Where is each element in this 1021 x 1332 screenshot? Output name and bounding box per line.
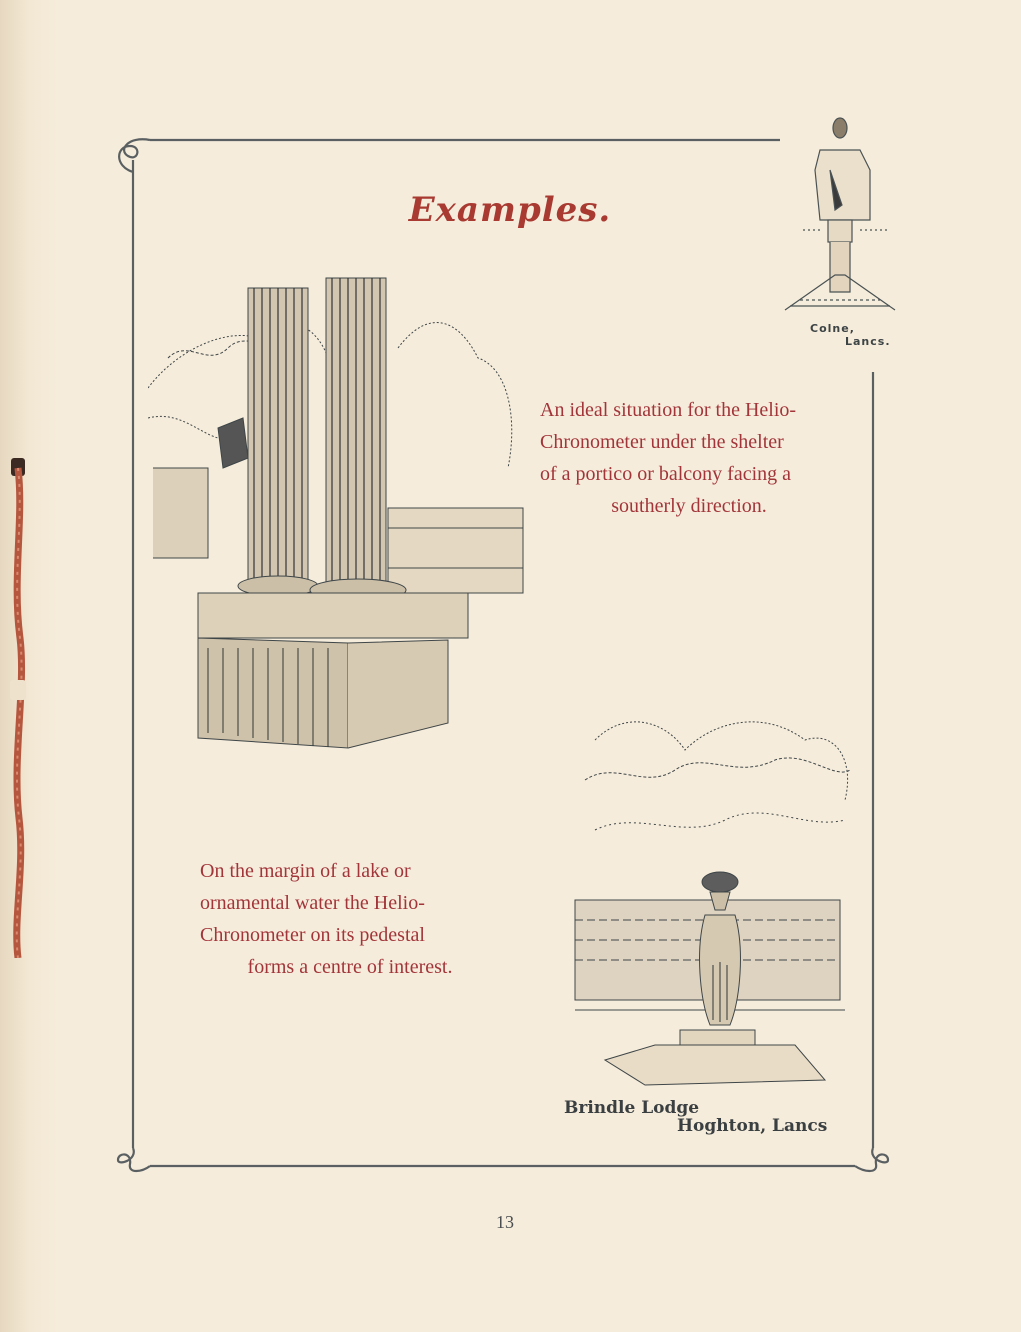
page-title: Examples. xyxy=(408,190,612,230)
lancs-label: Lancs. xyxy=(845,335,891,348)
lake-caption-line-1: On the margin of a lake or xyxy=(200,860,411,882)
portico-columns-illustration xyxy=(148,268,528,753)
lake-caption-line-2: ornamental water the Helio- xyxy=(200,892,425,914)
portico-caption-line-3: of a portico or balcony facing a xyxy=(540,463,792,485)
lake-caption-line-3: Chronometer on its pedestal xyxy=(200,924,425,946)
portico-caption xyxy=(540,394,838,522)
brindle-lodge-label: Brindle Lodge xyxy=(564,1098,700,1118)
lake-sundial-illustration xyxy=(565,700,865,1100)
lake-caption xyxy=(200,855,500,983)
portico-caption-line-2: Chronometer under the shelter xyxy=(540,431,784,453)
colne-sundial-illustration xyxy=(780,110,905,320)
lake-caption-line-4: forms a centre of interest. xyxy=(247,956,453,978)
portico-caption-line-1: An ideal situation for the Helio- xyxy=(540,399,797,421)
hoghton-lancs-label: Hoghton, Lancs xyxy=(677,1116,828,1136)
colne-label: Colne, xyxy=(810,322,855,335)
portico-caption-line-4: southerly direction. xyxy=(611,495,767,517)
page-number: 13 xyxy=(496,1212,514,1232)
